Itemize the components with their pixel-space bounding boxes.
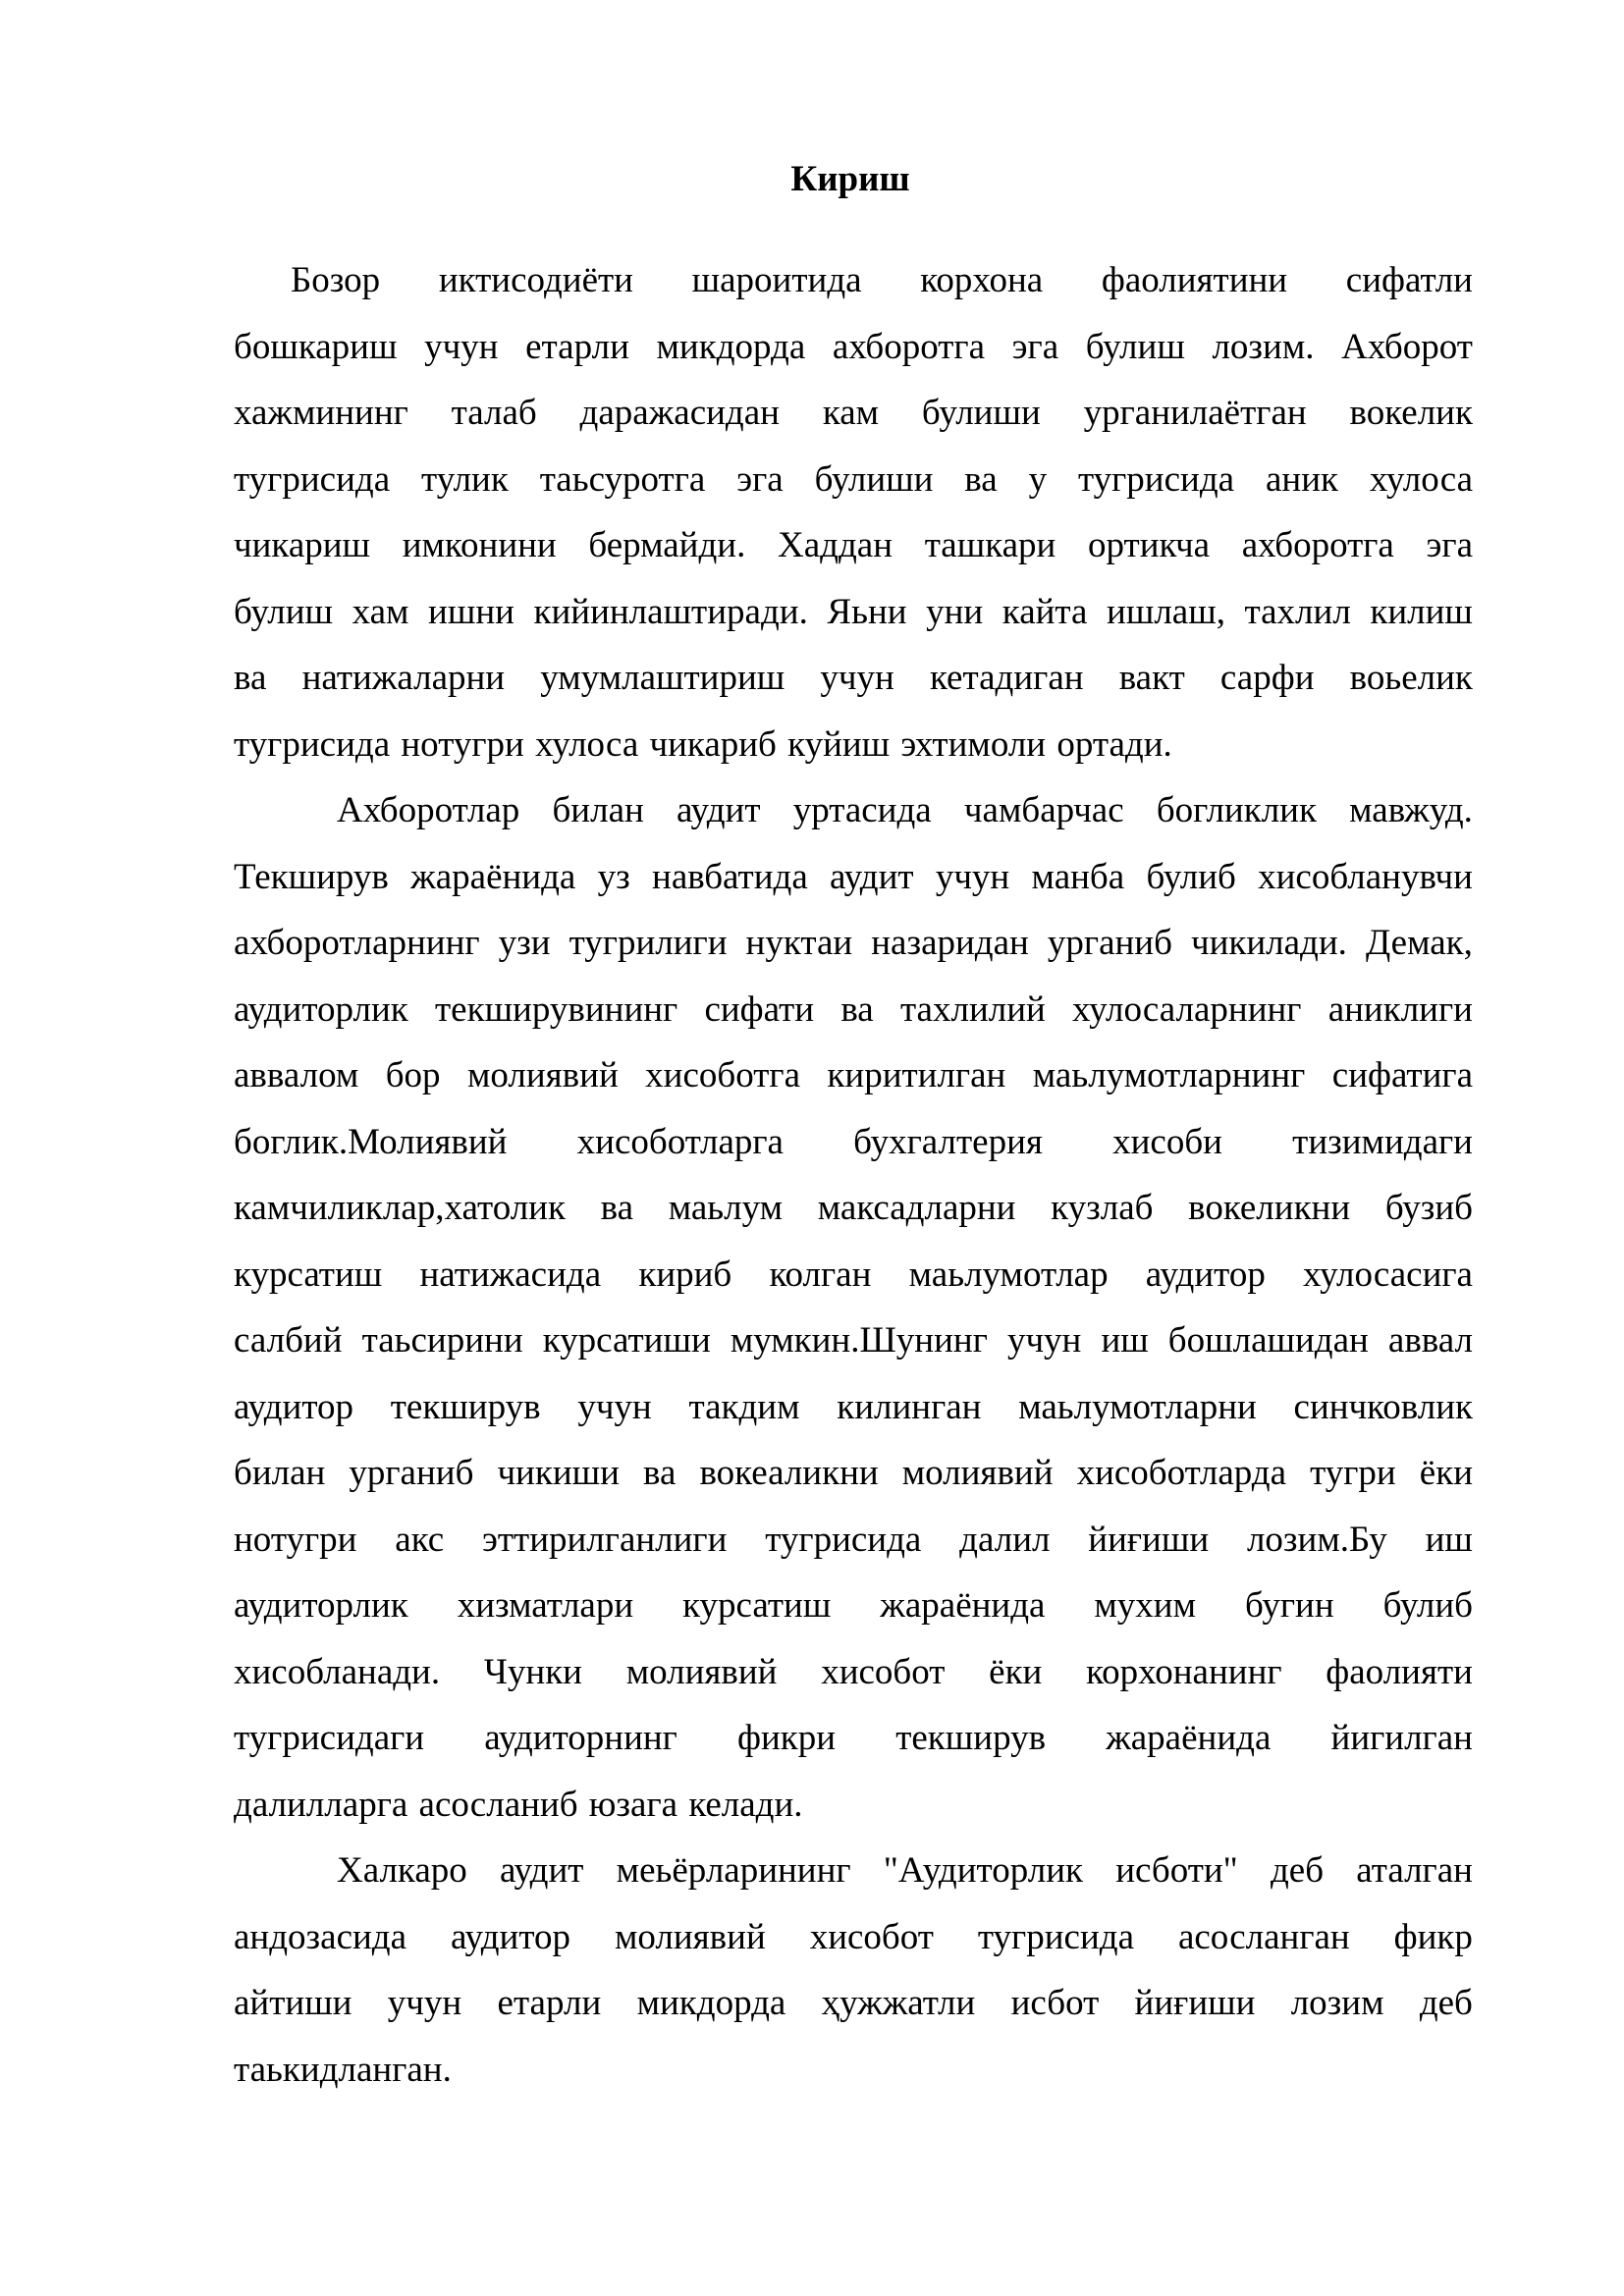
text-line: аудиторлик хизматлари курсатиш жараёнида мухим бугин булиб: [234, 1585, 1473, 1626]
text-line: айтиши учун етарли микдорда ҳужжатли исбот йиғиши лозим деб: [234, 1983, 1473, 2023]
text-line: чикариш имконини бермайди. Хаддан ташкари ортикча ахборотга эга: [234, 525, 1473, 565]
text-line: Текширув жараёнида уз навбатида аудит учун манба булиб хисобланувчи: [234, 856, 1473, 897]
text-line: булиш хам ишни кийинлаштиради. Яьни уни кайта ишлаш, тахлил килиш: [234, 591, 1473, 632]
text-line: тугрисида нотугри хулоса чикариб куйиш эхтимоли ортади.: [234, 723, 1172, 765]
text-line: камчиликлар,хатолик ва маьлум максадларни кузлаб вокеликни бузиб: [234, 1188, 1473, 1228]
text-line: далилларга асосланиб юзага келади.: [234, 1784, 803, 1825]
text-line: тугрисида тулик таьсуротга эга булиши ва у тугрисида аник хулоса: [234, 458, 1473, 500]
text-line: ахборотларнинг узи тугрилиги нуктаи назаридан урганиб чикилади. Демак,: [234, 923, 1473, 963]
text-line: билан урганиб чикиши ва вокеаликни молиявий хисоботларда тугри ёки: [234, 1453, 1473, 1493]
text-line: таькидланган.: [234, 2049, 452, 2090]
paragraph: [234, 247, 1473, 777]
document-title: Кириш: [790, 159, 910, 199]
text-line: Бозор иктисодиёти шароитида корхона фаолиятини сифатли: [291, 260, 1473, 300]
text-line: аудитор текширув учун такдим килинган маьлумотларни синчковлик: [234, 1386, 1473, 1427]
text-line: хисобланади. Чунки молиявий хисобот ёки корхонанинг фаолияти: [234, 1651, 1473, 1692]
text-line: хажмининг талаб даражасидан кам булиши урганилаётган вокелик: [234, 393, 1473, 433]
text-line: ва натижаларни умумлаштириш учун кетадиган вакт сарфи воьелик: [234, 658, 1473, 698]
text-line: Ахборотлар билан аудит уртасида чамбарчас богликлик мавжуд.: [337, 790, 1473, 830]
paragraph: [234, 1838, 1473, 2103]
text-line: салбий таьсирини курсатиши мумкин.Шунинг учун иш бошлашидан аввал: [234, 1320, 1473, 1361]
text-line: курсатиш натижасида кириб колган маьлумотлар аудитор хулосасига: [234, 1254, 1473, 1295]
document-body: [234, 247, 1473, 2103]
text-line: Халкаро аудит меьёрларининг "Аудиторлик исботи" деб аталган: [337, 1850, 1473, 1891]
text-line: аудиторлик текширувининг сифати ва тахлилий хулосаларнинг аниклиги: [234, 988, 1473, 1030]
text-line: тугрисидаги аудиторнинг фикри текширув жараёнида йигилган: [234, 1718, 1473, 1758]
paragraph: [234, 777, 1473, 1838]
text-line: бошкариш учун етарли микдорда ахборотга эга булиш лозим. Ахборот: [234, 326, 1473, 367]
text-line: боглик.Молиявий хисоботларга бухгалтерия хисоби тизимидаги: [234, 1121, 1473, 1162]
text-line: андозасида аудитор молиявий хисобот тугрисида асосланган фикр: [234, 1916, 1473, 1957]
text-line: аввалом бор молиявий хисоботга киритилган маьлумотларнинг сифатига: [234, 1055, 1473, 1095]
text-line: нотугри акс эттирилганлиги тугрисида далил йиғиши лозим.Бу иш: [234, 1519, 1473, 1560]
